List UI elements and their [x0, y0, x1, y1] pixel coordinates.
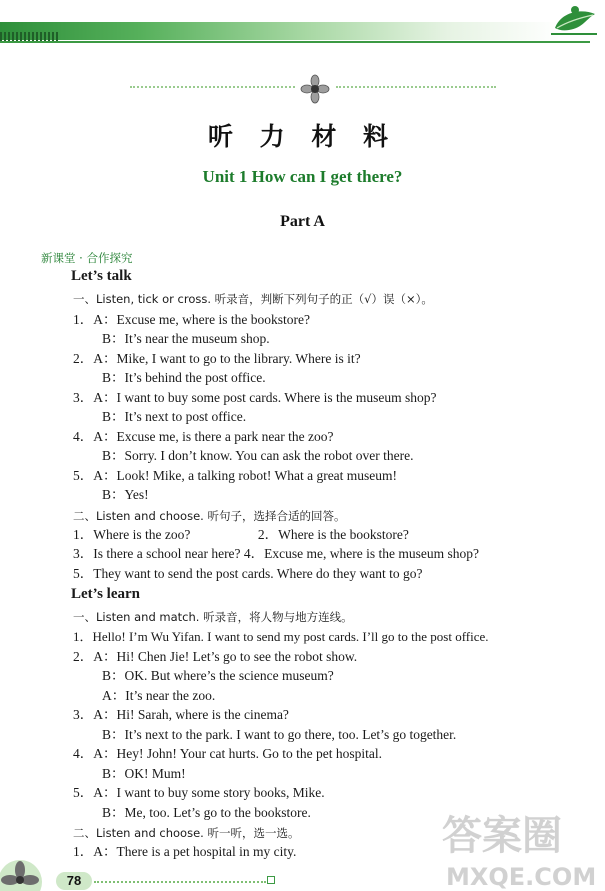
text-line: 1．A：There is a pet hospital in my city.: [73, 844, 297, 859]
instruction-line: 一、Listen, tick or cross. 听录音，判断下列句子的正（√）误（×）。: [73, 292, 433, 306]
instruction-line: 二、Listen and choose. 听一听，选一选。: [73, 826, 300, 840]
text-line: B：Yes!: [102, 487, 149, 502]
text-line: 5．A：I want to buy some story books, Mike.: [73, 785, 325, 800]
ornament-rule-right: [336, 86, 496, 88]
instruction-line: 二、Listen and choose. 听句子，选择合适的回答。: [73, 509, 346, 523]
text-line: 4．A：Excuse me, is there a park near the zoo?: [73, 429, 334, 444]
text-line: B：OK. But where’s the science museum?: [102, 668, 334, 683]
page-number: 78: [56, 872, 92, 890]
text-line: 3．Is there a school near here? 4．Excuse me, where is the museum shop?: [73, 546, 479, 561]
watermark-text-cn: 答案圈: [442, 813, 562, 859]
text-line: 3．A：Hi! Sarah, where is the cinema?: [73, 707, 289, 722]
text-line: 4．A：Hey! John! Your cat hurts. Go to the pet hospital.: [73, 746, 382, 761]
text-line: B：OK! Mum!: [102, 766, 186, 781]
ornament-rule-left: [130, 86, 295, 88]
text-line: A：It’s near the zoo.: [102, 688, 216, 703]
text-line: B：It’s next to the park. I want to go there, too. Let’s go together.: [102, 727, 457, 742]
text-line: B：It’s near the museum shop.: [102, 331, 270, 346]
text-line: B：Sorry. I don’t know. You can ask the robot over there.: [102, 448, 414, 463]
text-line: 3．A：I want to buy some post cards. Where is the museum shop?: [73, 390, 437, 405]
section-label: 新课堂 · 合作探究: [41, 251, 133, 265]
heading-lets-learn: Let’s learn: [71, 586, 141, 602]
leaf-icon: [551, 4, 597, 38]
footer-rule: [94, 881, 266, 883]
header-rule: [0, 41, 590, 43]
header-gradient: [0, 22, 560, 40]
text-line: 1．Where is the zoo? 2．Where is the bookstore?: [73, 527, 409, 542]
unit-title: Unit 1 How can I get there?: [202, 167, 403, 186]
text-line: B：Me, too. Let’s go to the bookstore.: [102, 805, 311, 820]
heading-lets-talk: Let’s talk: [71, 268, 132, 284]
page-title: 听 力 材 料: [207, 122, 398, 151]
text-line: 5．They want to send the post cards. Where do they want to go?: [73, 566, 423, 581]
footer-square: [267, 876, 275, 884]
text-line: B：It’s next to post office.: [102, 409, 247, 424]
text-line: 2．A：Hi! Chen Jie! Let’s go to see the robot show.: [73, 649, 358, 664]
text-line: 1．A：Excuse me, where is the bookstore?: [73, 312, 310, 327]
header-band: [0, 0, 605, 44]
text-line: 2．A：Mike, I want to go to the library. Where is it?: [73, 351, 361, 366]
watermark: [438, 793, 598, 891]
text-line: B：It’s behind the post office.: [102, 370, 266, 385]
text-line: 5．A：Look! Mike, a talking robot! What a great museum!: [73, 468, 398, 483]
instruction-line: 一、Listen and match. 听录音，将人物与地方连线。: [73, 610, 353, 624]
watermark-text-en: MXQE.COM: [446, 863, 597, 891]
flower-icon: [300, 74, 330, 104]
text-line: 1．Hello! I’m Wu Yifan. I want to send my post cards. I’ll go to the post office.: [73, 629, 489, 644]
part-title: Part A: [280, 213, 325, 230]
